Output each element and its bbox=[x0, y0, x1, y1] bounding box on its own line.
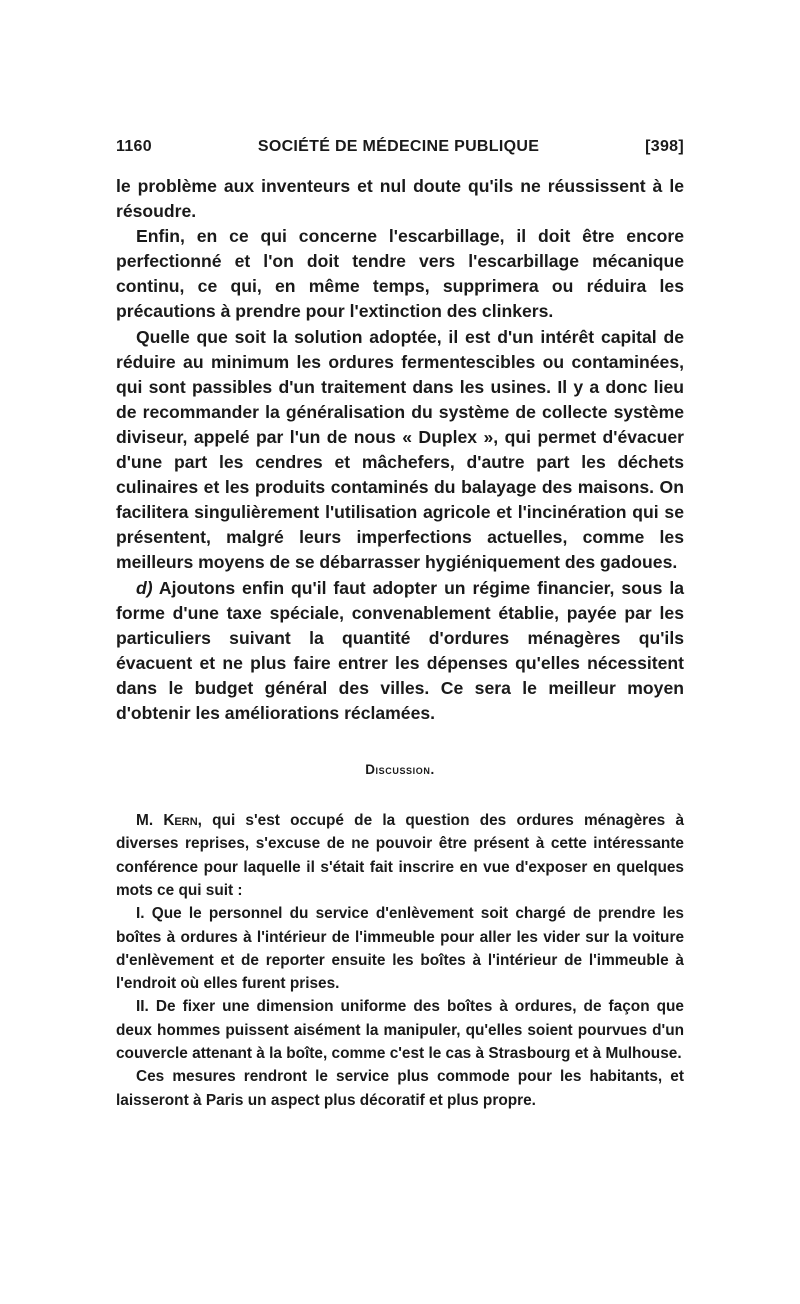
paragraph-text: , qui s'est occupé de la question des ordures ménagères à diverses reprises, s'excuse de ne pouvoir être présent à cette intéressante conférence pour laquelle il s'était fait inscrire en vue d'exposer en quelques mots ce qui suit : bbox=[116, 812, 684, 899]
running-head bbox=[116, 138, 684, 168]
paragraph-text: Ajoutons enfin qu'il faut adopter un régime financier, sous la forme d'une taxe spéciale, convenablement établie, payée par les particuliers suivant la quantité d'ordures ménagères qu'ils évacuent et ne plus faire entrer les dépenses qu'elles nécessitent dans le budget général des villes. Ce sera le meilleur moyen d'obtenir les améliorations réclamées. bbox=[116, 577, 684, 723]
page bbox=[116, 138, 684, 1112]
paragraph bbox=[116, 576, 684, 727]
discussion-text bbox=[116, 809, 684, 1112]
section-title: Discussion. bbox=[365, 762, 435, 778]
paragraph: Ces mesures rendront le service plus commode pour les habitants, et laisseront à Paris un aspect plus décoratif et plus propre. bbox=[116, 1068, 684, 1109]
paragraph: Quelle que soit la solution adoptée, il est d'un intérêt capital de réduire au minimum les ordures fermentescibles ou contaminées, qui sont passibles d'un traitement dans les usines. Il y a donc lieu de recommander la généralisation du système de collecte système diviseur, appelé par l'un de nous « Duplex », qui permet d'évacuer d'une part les cendres et mâchefers, d'autre part les déchets culinaires et les produits contaminés du balayage des maisons. On facilitera singulièrement l'utilisation agricole et l'incinération qui se présentent, malgré leurs imperfections actuelles, comme les meilleurs moyens de se débarrasser hygiéniquement des gadoues. bbox=[116, 326, 684, 573]
item-label: d) bbox=[136, 577, 153, 598]
reference-number: [398] bbox=[645, 138, 684, 155]
paragraph bbox=[116, 809, 684, 902]
paragraph: I. Que le personnel du service d'enlèvement soit chargé de prendre les boîtes à ordures à l'intérieur de l'immeuble pour aller les vider sur la voiture d'enlèvement et de reporter ensuite les boîtes à l'intérieur de l'immeuble à l'endroit où elles furent prises. bbox=[116, 905, 684, 993]
paragraph: Enfin, en ce qui concerne l'escarbillage, il doit être encore perfectionné et l'on doit tendre vers l'escarbillage mécanique continu, ce qui, en même temps, supprimera ou réduira les précautions à prendre pour l'extinction des clinkers. bbox=[116, 226, 684, 322]
running-title: SOCIÉTÉ DE MÉDECINE PUBLIQUE bbox=[257, 138, 540, 155]
paragraph: le problème aux inventeurs et nul doute qu'ils ne réussissent à le résoudre. bbox=[116, 176, 684, 222]
main-text bbox=[116, 174, 684, 726]
speaker-prefix: M. bbox=[136, 812, 164, 830]
page-number: 1160 bbox=[116, 138, 152, 155]
paragraph: II. De fixer une dimension uniforme des boîtes à ordures, de façon que deux hommes puissent aisément la manipuler, qu'elles soient pourvues d'un couvercle attenant à la boîte, comme c'est le cas à Strasbourg et à Mulhouse. bbox=[116, 998, 684, 1063]
speaker-name: Kern bbox=[163, 812, 198, 830]
